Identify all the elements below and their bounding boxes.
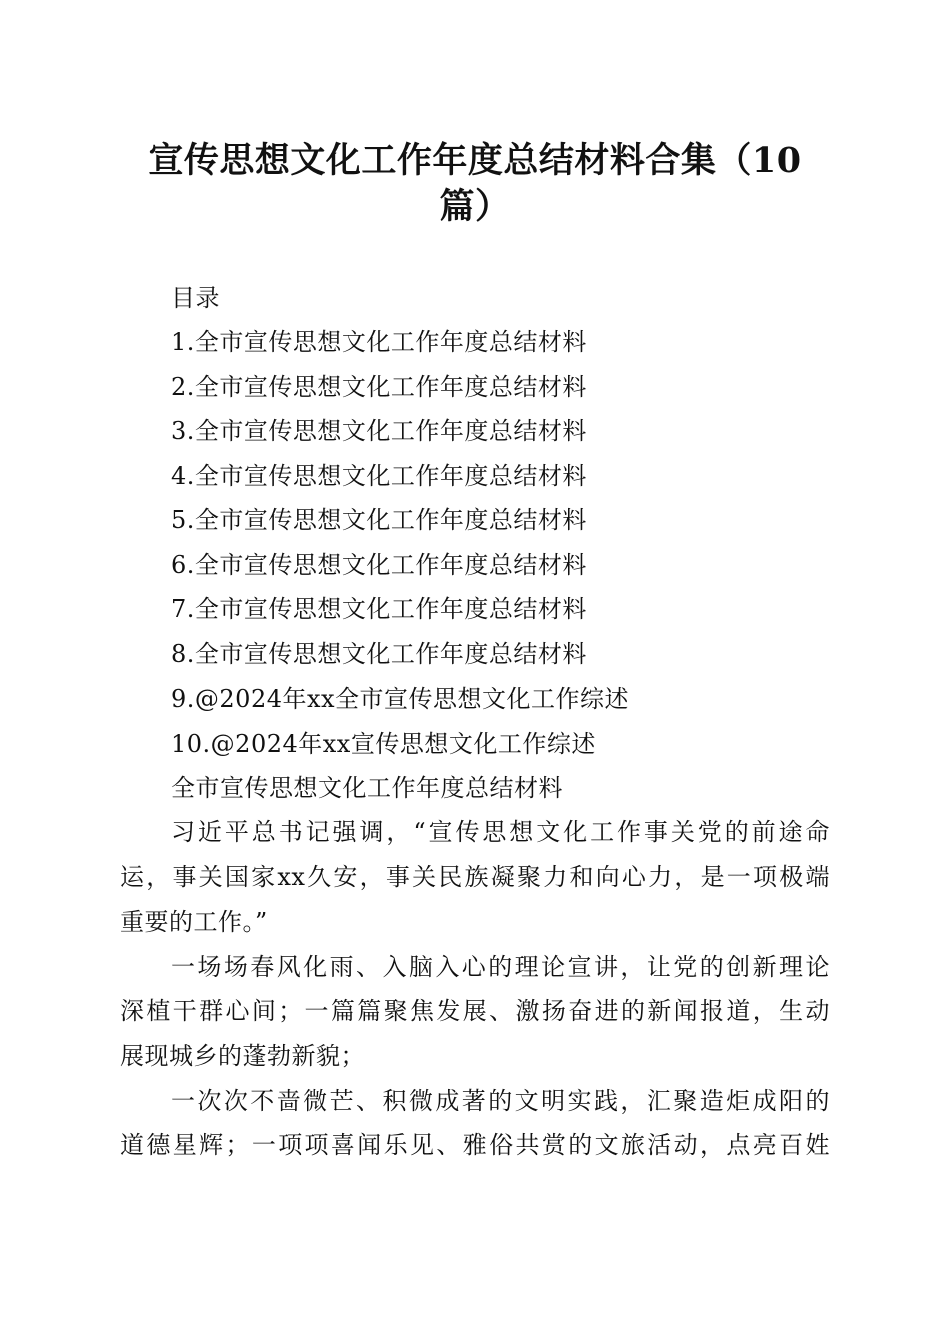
section-title: 全市宣传思想文化工作年度总结材料 bbox=[171, 774, 563, 802]
document-title-line-1: 宣传思想文化工作年度总结材料合集（10 bbox=[148, 140, 802, 181]
toc-heading: 目录 bbox=[171, 284, 220, 312]
paragraph-1-line-3: 重要的工作。” bbox=[120, 908, 268, 936]
toc-item-9: 9.@2024年xx全市宣传思想文化工作综述 bbox=[171, 685, 630, 713]
toc-item-4: 4.全市宣传思想文化工作年度总结材料 bbox=[171, 462, 587, 490]
document-title-line-2: 篇） bbox=[439, 186, 511, 227]
toc-item-7: 7.全市宣传思想文化工作年度总结材料 bbox=[171, 595, 587, 623]
paragraph-1-line-1: 习近平总书记强调，“宣传思想文化工作事关党的前途命 bbox=[171, 818, 830, 846]
toc-item-1: 1.全市宣传思想文化工作年度总结材料 bbox=[171, 328, 587, 356]
toc-item-8: 8.全市宣传思想文化工作年度总结材料 bbox=[171, 640, 587, 668]
paragraph-3-line-1: 一次次不啬微芒、积微成著的文明实践，汇聚造炬成阳的 bbox=[171, 1087, 830, 1115]
paragraph-2-line-3: 展现城乡的蓬勃新貌； bbox=[120, 1042, 365, 1070]
toc-item-10: 10.@2024年xx宣传思想文化工作综述 bbox=[171, 730, 596, 758]
paragraph-2-line-1: 一场场春风化雨、入脑入心的理论宣讲，让党的创新理论 bbox=[171, 953, 830, 981]
paragraph-3-line-2: 道德星辉；一项项喜闻乐见、雅俗共赏的文旅活动，点亮百姓 bbox=[120, 1131, 830, 1159]
paragraph-1-line-2: 运，事关国家xx久安，事关民族凝聚力和向心力，是一项极端 bbox=[120, 863, 830, 891]
toc-item-3: 3.全市宣传思想文化工作年度总结材料 bbox=[171, 417, 587, 445]
toc-item-6: 6.全市宣传思想文化工作年度总结材料 bbox=[171, 551, 587, 579]
toc-item-5: 5.全市宣传思想文化工作年度总结材料 bbox=[171, 506, 587, 534]
toc-item-2: 2.全市宣传思想文化工作年度总结材料 bbox=[171, 373, 587, 401]
paragraph-2-line-2: 深植干群心间；一篇篇聚焦发展、激扬奋进的新闻报道，生动 bbox=[120, 997, 830, 1025]
